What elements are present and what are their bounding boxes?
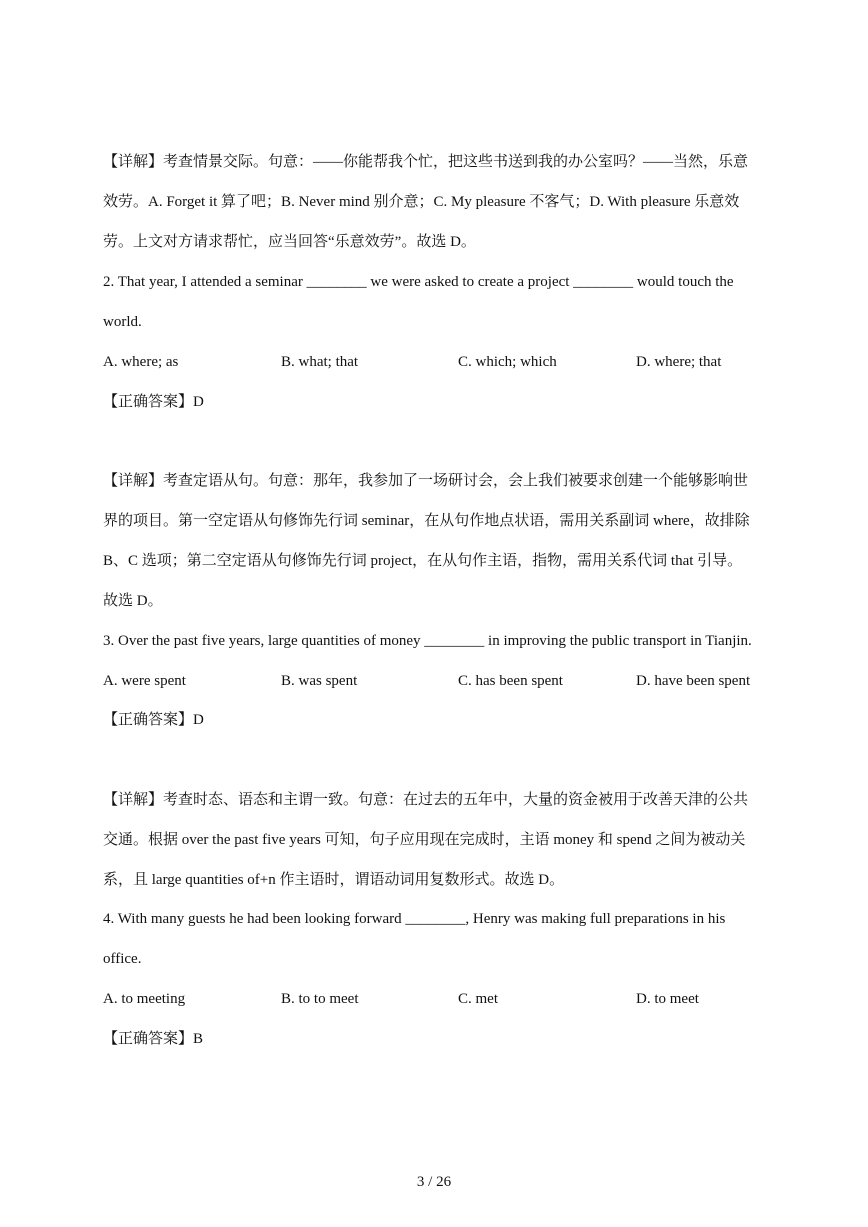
question-2-text-cont: world. — [103, 314, 142, 330]
explanation-line: 界的项目。第一空定语从句修饰先行词 seminar，在从句作地点状语，需用关系副词 where，故排除 — [103, 513, 750, 529]
option-b: B. what; that — [281, 354, 359, 370]
option-a: A. where; as — [103, 354, 179, 370]
correct-answer-4: 【正确答案】B — [103, 1031, 204, 1047]
question-4-text: 4. With many guests he had been looking forward ________, Henry was making full preparations in his — [103, 911, 726, 927]
explanation-line: 系，且 large quantities of+n 作主语时，谓语动词用复数形式。故选 D。 — [103, 872, 565, 888]
explanation-line: 故选 D。 — [103, 593, 163, 609]
option-c: C. has been spent — [458, 673, 563, 689]
option-c: C. met — [458, 991, 498, 1007]
option-d: D. where; that — [636, 354, 722, 370]
option-a: A. were spent — [103, 673, 186, 689]
question-3-text: 3. Over the past five years, large quantities of money ________ in improving the public transport in Tianjin. — [103, 633, 752, 649]
option-b: B. to to meet — [281, 991, 359, 1007]
option-a: A. to meeting — [103, 991, 186, 1007]
explanation-line: 效劳。A. Forget it 算了吧；B. Never mind 别介意；C. My pleasure 不客气；D. With pleasure 乐意效 — [103, 194, 740, 210]
explanation-line: 交通。根据 over the past five years 可知，句子应用现在完成时，主语 money 和 spend 之间为被动关 — [103, 832, 746, 848]
question-4-text-cont: office. — [103, 951, 142, 967]
explanation-line: 【详解】考查定语从句。句意：那年，我参加了一场研讨会，会上我们被要求创建一个能够影响世 — [103, 473, 749, 489]
correct-answer-2: 【正确答案】D — [103, 394, 204, 410]
explanation-line: B、C 选项；第二空定语从句修饰先行词 project，在从句作主语，指物，需用关系代词 that 引导。 — [103, 553, 743, 569]
question-2-text: 2. That year, I attended a seminar ________ we were asked to create a project ________ would touch the — [103, 274, 734, 290]
option-c: C. which; which — [458, 354, 557, 370]
explanation-line: 【详解】考查情景交际。句意：——你能帮我个忙，把这些书送到我的办公室吗？——当然，乐意 — [103, 154, 749, 170]
explanation-line: 劳。上文对方请求帮忙，应当回答“乐意效劳”。故选 D。 — [103, 234, 476, 250]
option-d: D. have been spent — [636, 673, 751, 689]
page-number: 3 / 26 — [416, 1174, 452, 1190]
correct-answer-3: 【正确答案】D — [103, 712, 204, 728]
explanation-line: 【详解】考查时态、语态和主谓一致。句意：在过去的五年中，大量的资金被用于改善天津的公共 — [103, 792, 749, 808]
option-d: D. to meet — [636, 991, 699, 1007]
option-b: B. was spent — [281, 673, 358, 689]
